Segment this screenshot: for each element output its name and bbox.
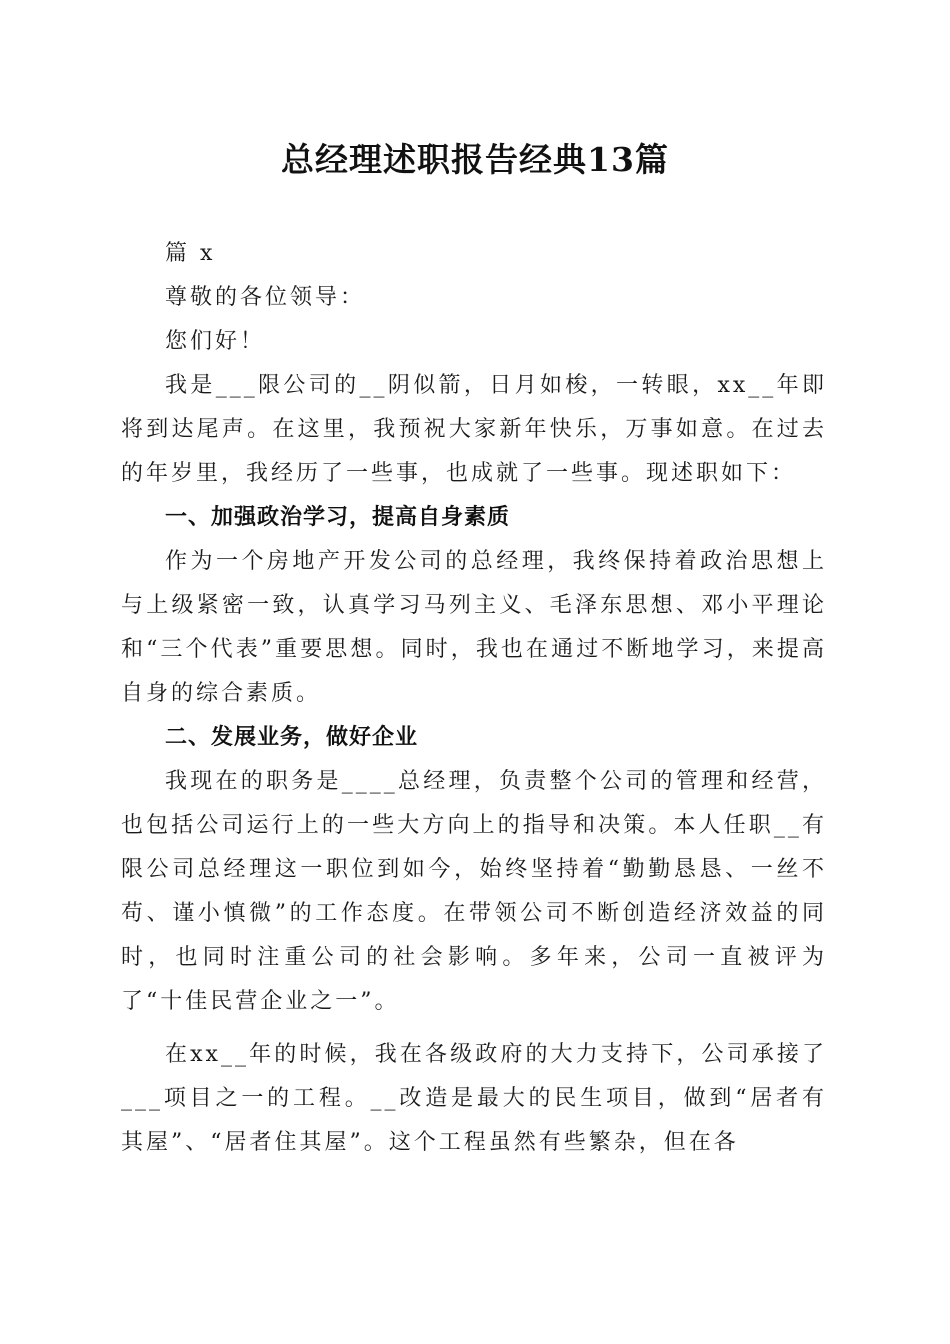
salutation: 尊敬的各位领导： [165,285,366,310]
section-2-paragraph-1: 我现在的职务是____总经理，负责整个公司的管理和经营，也包括公司运行上的一些大方向上的指导和决策。本人任职__有限公司总经理这一职位到如今，始终坚持着“勤勤恳恳、一丝不苟、谨小慎微”的工作态度。在带领公司不断创造经济效益的同时，也同时注重公司的社会影响。多年来，公司一直被评为了“十佳民营企业之一”。 [121,769,827,1014]
section-2-heading: 二、发展业务，做好企业 [165,725,419,750]
intro-paragraph: 我是___限公司的__阴似箭，日月如梭，一转眼，xx__年即将到达尾声。在这里，我预祝大家新年快乐，万事如意。在过去的年岁里，我经历了一些事，也成就了一些事。现述职如下： [121,373,827,486]
section-2-paragraph-2: 在xx__年的时候，我在各级政府的大力支持下，公司承接了___项目之一的工程。__改造是最大的民生项目，做到“居者有其屋”、“居者住其屋”。这个工程虽然有些繁杂，但在各 [121,1042,827,1155]
section-1-paragraph: 作为一个房地产开发公司的总经理，我终保持着政治思想上与上级紧密一致，认真学习马列主义、毛泽东思想、邓小平理论和“三个代表”重要思想。同时，我也在通过不断地学习，来提高自身的综合素质。 [121,549,827,706]
greeting: 您们好！ [165,329,266,354]
document-body [121,232,827,1165]
document-title: 总经理述职报告经典13篇 [281,140,669,179]
section-1-heading: 一、加强政治学习，提高自身素质 [165,505,511,530]
chapter-label: 篇 x [165,241,216,266]
